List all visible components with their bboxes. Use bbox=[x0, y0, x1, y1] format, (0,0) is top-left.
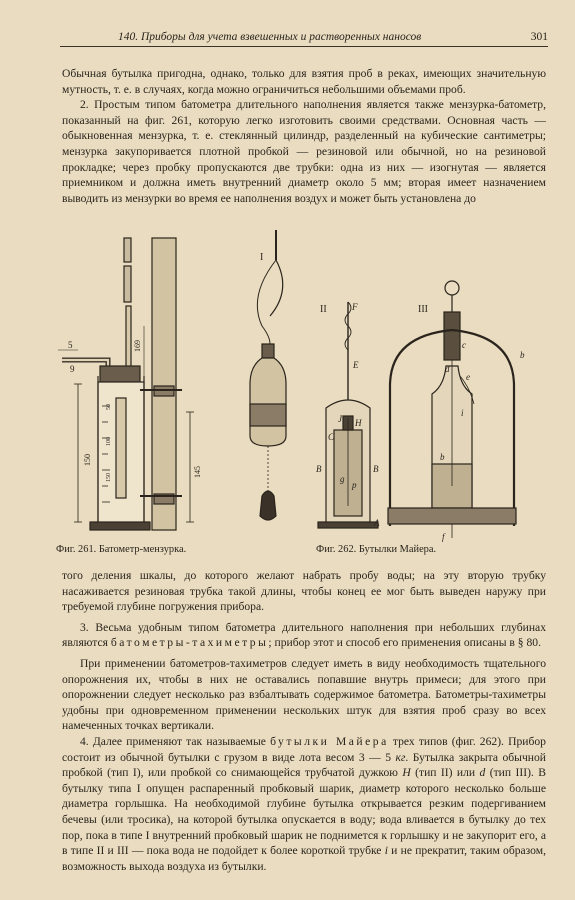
page-number: 301 bbox=[530, 31, 548, 43]
paragraph: Обычная бутылка пригодна, однако, только для взятия проб в реках, имеющих значительную мутность, т. е. в случаях, когда можно ограничиться небольшими объемами проб. bbox=[62, 67, 546, 96]
fig262-type-III bbox=[388, 281, 525, 542]
paragraph: 3. Весьма удобным типом батометра длительного наполнения при небольших глубинах являются батометры-тахиметры; прибор этот и способ его применения описаны в § 80. bbox=[62, 620, 546, 650]
paragraph: того деления шкалы, до которого желают набрать пробу воды; на эту вторую трубку насаживается резиновая трубка такой длины, чтобы конец ее мог быть выведен наружу при требуемой глубине погружения прибора. bbox=[62, 569, 546, 614]
scale-label: 150 bbox=[106, 473, 112, 482]
running-header bbox=[60, 30, 548, 47]
scale-label: 100 bbox=[106, 437, 112, 446]
label-e: e bbox=[466, 372, 470, 382]
label-B: B bbox=[316, 464, 322, 474]
label-c: c bbox=[462, 340, 466, 350]
label-E: E bbox=[353, 360, 359, 370]
figures-area bbox=[48, 226, 548, 562]
label-H: H bbox=[355, 418, 362, 428]
label-A: A bbox=[374, 518, 380, 528]
label-i: i bbox=[461, 408, 464, 418]
label-B: B bbox=[373, 464, 379, 474]
label-f: f bbox=[442, 532, 445, 542]
label-d: d bbox=[445, 364, 450, 374]
figure-caption-261: Фиг. 261. Батометр-мензурка. bbox=[56, 544, 187, 555]
label-J: J bbox=[338, 414, 342, 424]
text-block-top bbox=[62, 66, 546, 206]
dim-label: 150 bbox=[83, 454, 92, 466]
type-label: III bbox=[418, 304, 428, 315]
paragraph: При применении батометров-тахиметров следует иметь в виду необходимость тщательного опорожнения их, чтобы в них не оставались попавшие внутрь примеси; для этого при опорожнении следует несколько раз взбалтывать содержимое батометра. Батометры-тахиметры удобны при одновременном применении нескольких штук для взятия проб сразу во всех намеченных точках вертикали. bbox=[62, 656, 546, 733]
figure-caption-262: Фиг. 262. Бутылки Майера. bbox=[316, 544, 437, 555]
label-F: F bbox=[352, 302, 358, 312]
type-label: II bbox=[320, 304, 327, 315]
figure-drawings bbox=[48, 226, 548, 562]
scale-label: 50 bbox=[106, 404, 112, 410]
fig262-type-II bbox=[316, 302, 380, 528]
label-g: g bbox=[340, 474, 345, 484]
dim-label: 169 bbox=[133, 340, 142, 352]
label-b: b bbox=[520, 350, 525, 360]
label-b-inner: b bbox=[440, 452, 445, 462]
paragraph: 4. Далее применяют так называемые бутылки Майера трех типов (фиг. 262). Прибор состоит из обычной бутылки с грузом в виде лота весом 3 — 5 кг. Бутылка закрыта обычной пробкой (тип I), или пробкой со снимающейся трубчатой дужкою H (тип II) или d (тип III). В бутылку типа I опущен распаренный пробковый шарик, диаметр которого несколько больше диаметра горлышка. На необходимой глубине бутылка открывается резким подергиванием бечевы (или тросика), на которой бутылка опускается в воду; вода вливается в бутылку до тех пор, пока в типе I внутренний пробковый шарик не поднимется к горлышку и не закупорит его, а в типе II и III — пока вода не подойдет к более короткой трубке i и не прекратит, таким образом, возможность выхода воздуха из бутылки. bbox=[62, 734, 546, 873]
dim-label: 5 bbox=[68, 340, 73, 350]
label-p: p bbox=[352, 480, 357, 490]
spaced-term: бутылки Майера bbox=[270, 734, 389, 748]
dim-label: 145 bbox=[193, 466, 202, 478]
type-label: I bbox=[260, 252, 264, 263]
header-title: 140. Приборы для учета взвешенных и растворенных наносов bbox=[118, 31, 422, 43]
paragraph: 2. Простым типом батометра длительного наполнения является также мензурка-батометр, показанный на фиг. 261, которую легко изготовить своими средствами. Основная часть — обыкновенная мензурка, т. е. стеклянный цилиндр, разделенный на кубические сантиметры; мензурка закупоривается плотной пробкой — резиновой или обычной, но на резиновой прокладке; через пробку пропускаются две трубки: одна из них — изогнутая — является приемником и должна иметь внутренний диаметр около 5 мм; вторая имеет назначением выводить из мензурки во время ее наполнения воздух и может быть установлена до bbox=[62, 98, 546, 205]
fig261-drawing bbox=[58, 238, 202, 530]
text-block-bottom bbox=[62, 568, 546, 874]
fig262-type-I bbox=[250, 230, 286, 520]
dim-label: 9 bbox=[70, 364, 75, 374]
label-C: C bbox=[328, 432, 335, 442]
spaced-term: батометры-тахиметры bbox=[110, 636, 269, 650]
